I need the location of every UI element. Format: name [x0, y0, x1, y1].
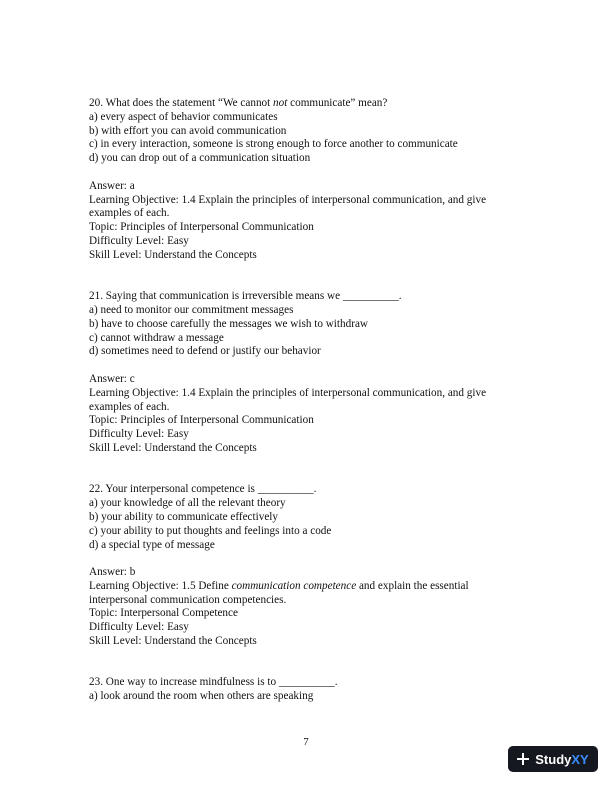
studyxy-badge[interactable]	[508, 746, 598, 772]
prompt-text-end: communicate” mean?	[287, 97, 388, 109]
document-body	[89, 97, 529, 704]
difficulty-level: Difficulty Level: Easy	[89, 621, 189, 634]
option-a: a) look around the room when others are speaking	[89, 690, 314, 703]
option-d: d) you can drop out of a communication situation	[89, 152, 311, 165]
option-b: b) your ability to communicate effectively	[89, 510, 278, 523]
option-b: b) with effort you can avoid communication	[89, 124, 287, 137]
objective-text: Learning Objective: 1.4 Explain the principles of interpersonal communication, and give examples of each.	[89, 193, 487, 220]
question-block	[89, 290, 529, 456]
brand-accent: XY	[571, 751, 589, 767]
question-block	[89, 97, 529, 263]
skill-level: Skill Level: Understand the Concepts	[89, 635, 257, 648]
prompt-text: 20. What does the statement “We cannot	[89, 97, 274, 109]
skill-level: Skill Level: Understand the Concepts	[89, 441, 257, 454]
question-prompt: 22. Your interpersonal competence is __________.	[89, 483, 317, 496]
brand-main: Study	[535, 751, 572, 767]
learning-objective	[89, 194, 529, 222]
prompt-emphasis: not	[273, 97, 288, 109]
answer: Answer: b	[89, 566, 136, 579]
objective-text: Learning Objective: 1.4 Explain the principles of interpersonal communication, and give examples of each.	[89, 386, 487, 413]
topic: Topic: Principles of Interpersonal Communication	[89, 221, 314, 234]
option-a: a) your knowledge of all the relevant theory	[89, 497, 286, 510]
answer: Answer: c	[89, 372, 135, 385]
question-block	[89, 676, 529, 704]
question-prompt: 21. Saying that communication is irreversible means we __________.	[89, 290, 402, 303]
plus-icon	[517, 753, 529, 765]
question-prompt: 23. One way to increase mindfulness is to __________.	[89, 676, 338, 689]
brand-wordmark	[535, 752, 588, 767]
difficulty-level: Difficulty Level: Easy	[89, 428, 189, 441]
page-number: 7	[303, 736, 309, 748]
skill-level: Skill Level: Understand the Concepts	[89, 248, 257, 261]
option-c: c) cannot withdraw a message	[89, 331, 224, 344]
option-d: d) sometimes need to defend or justify our behavior	[89, 345, 321, 358]
option-b: b) have to choose carefully the messages we wish to withdraw	[89, 317, 368, 330]
topic: Topic: Principles of Interpersonal Communication	[89, 414, 314, 427]
option-c: c) your ability to put thoughts and feelings into a code	[89, 524, 332, 537]
difficulty-level: Difficulty Level: Easy	[89, 234, 189, 247]
objective-text-end: and explain the essential interpersonal communication competencies.	[89, 579, 469, 606]
option-a: a) every aspect of behavior communicates	[89, 110, 278, 123]
question-block	[89, 483, 529, 649]
learning-objective	[89, 580, 529, 608]
learning-objective	[89, 387, 529, 415]
objective-emphasis: communication competence	[231, 579, 357, 592]
option-d: d) a special type of message	[89, 538, 215, 551]
option-a: a) need to monitor our commitment messages	[89, 303, 294, 316]
objective-text: Learning Objective: 1.5 Define	[89, 579, 232, 592]
option-c: c) in every interaction, someone is strong enough to force another to communicate	[89, 138, 458, 151]
answer: Answer: a	[89, 179, 135, 192]
question-prompt	[89, 97, 529, 111]
topic: Topic: Interpersonal Competence	[89, 607, 238, 620]
